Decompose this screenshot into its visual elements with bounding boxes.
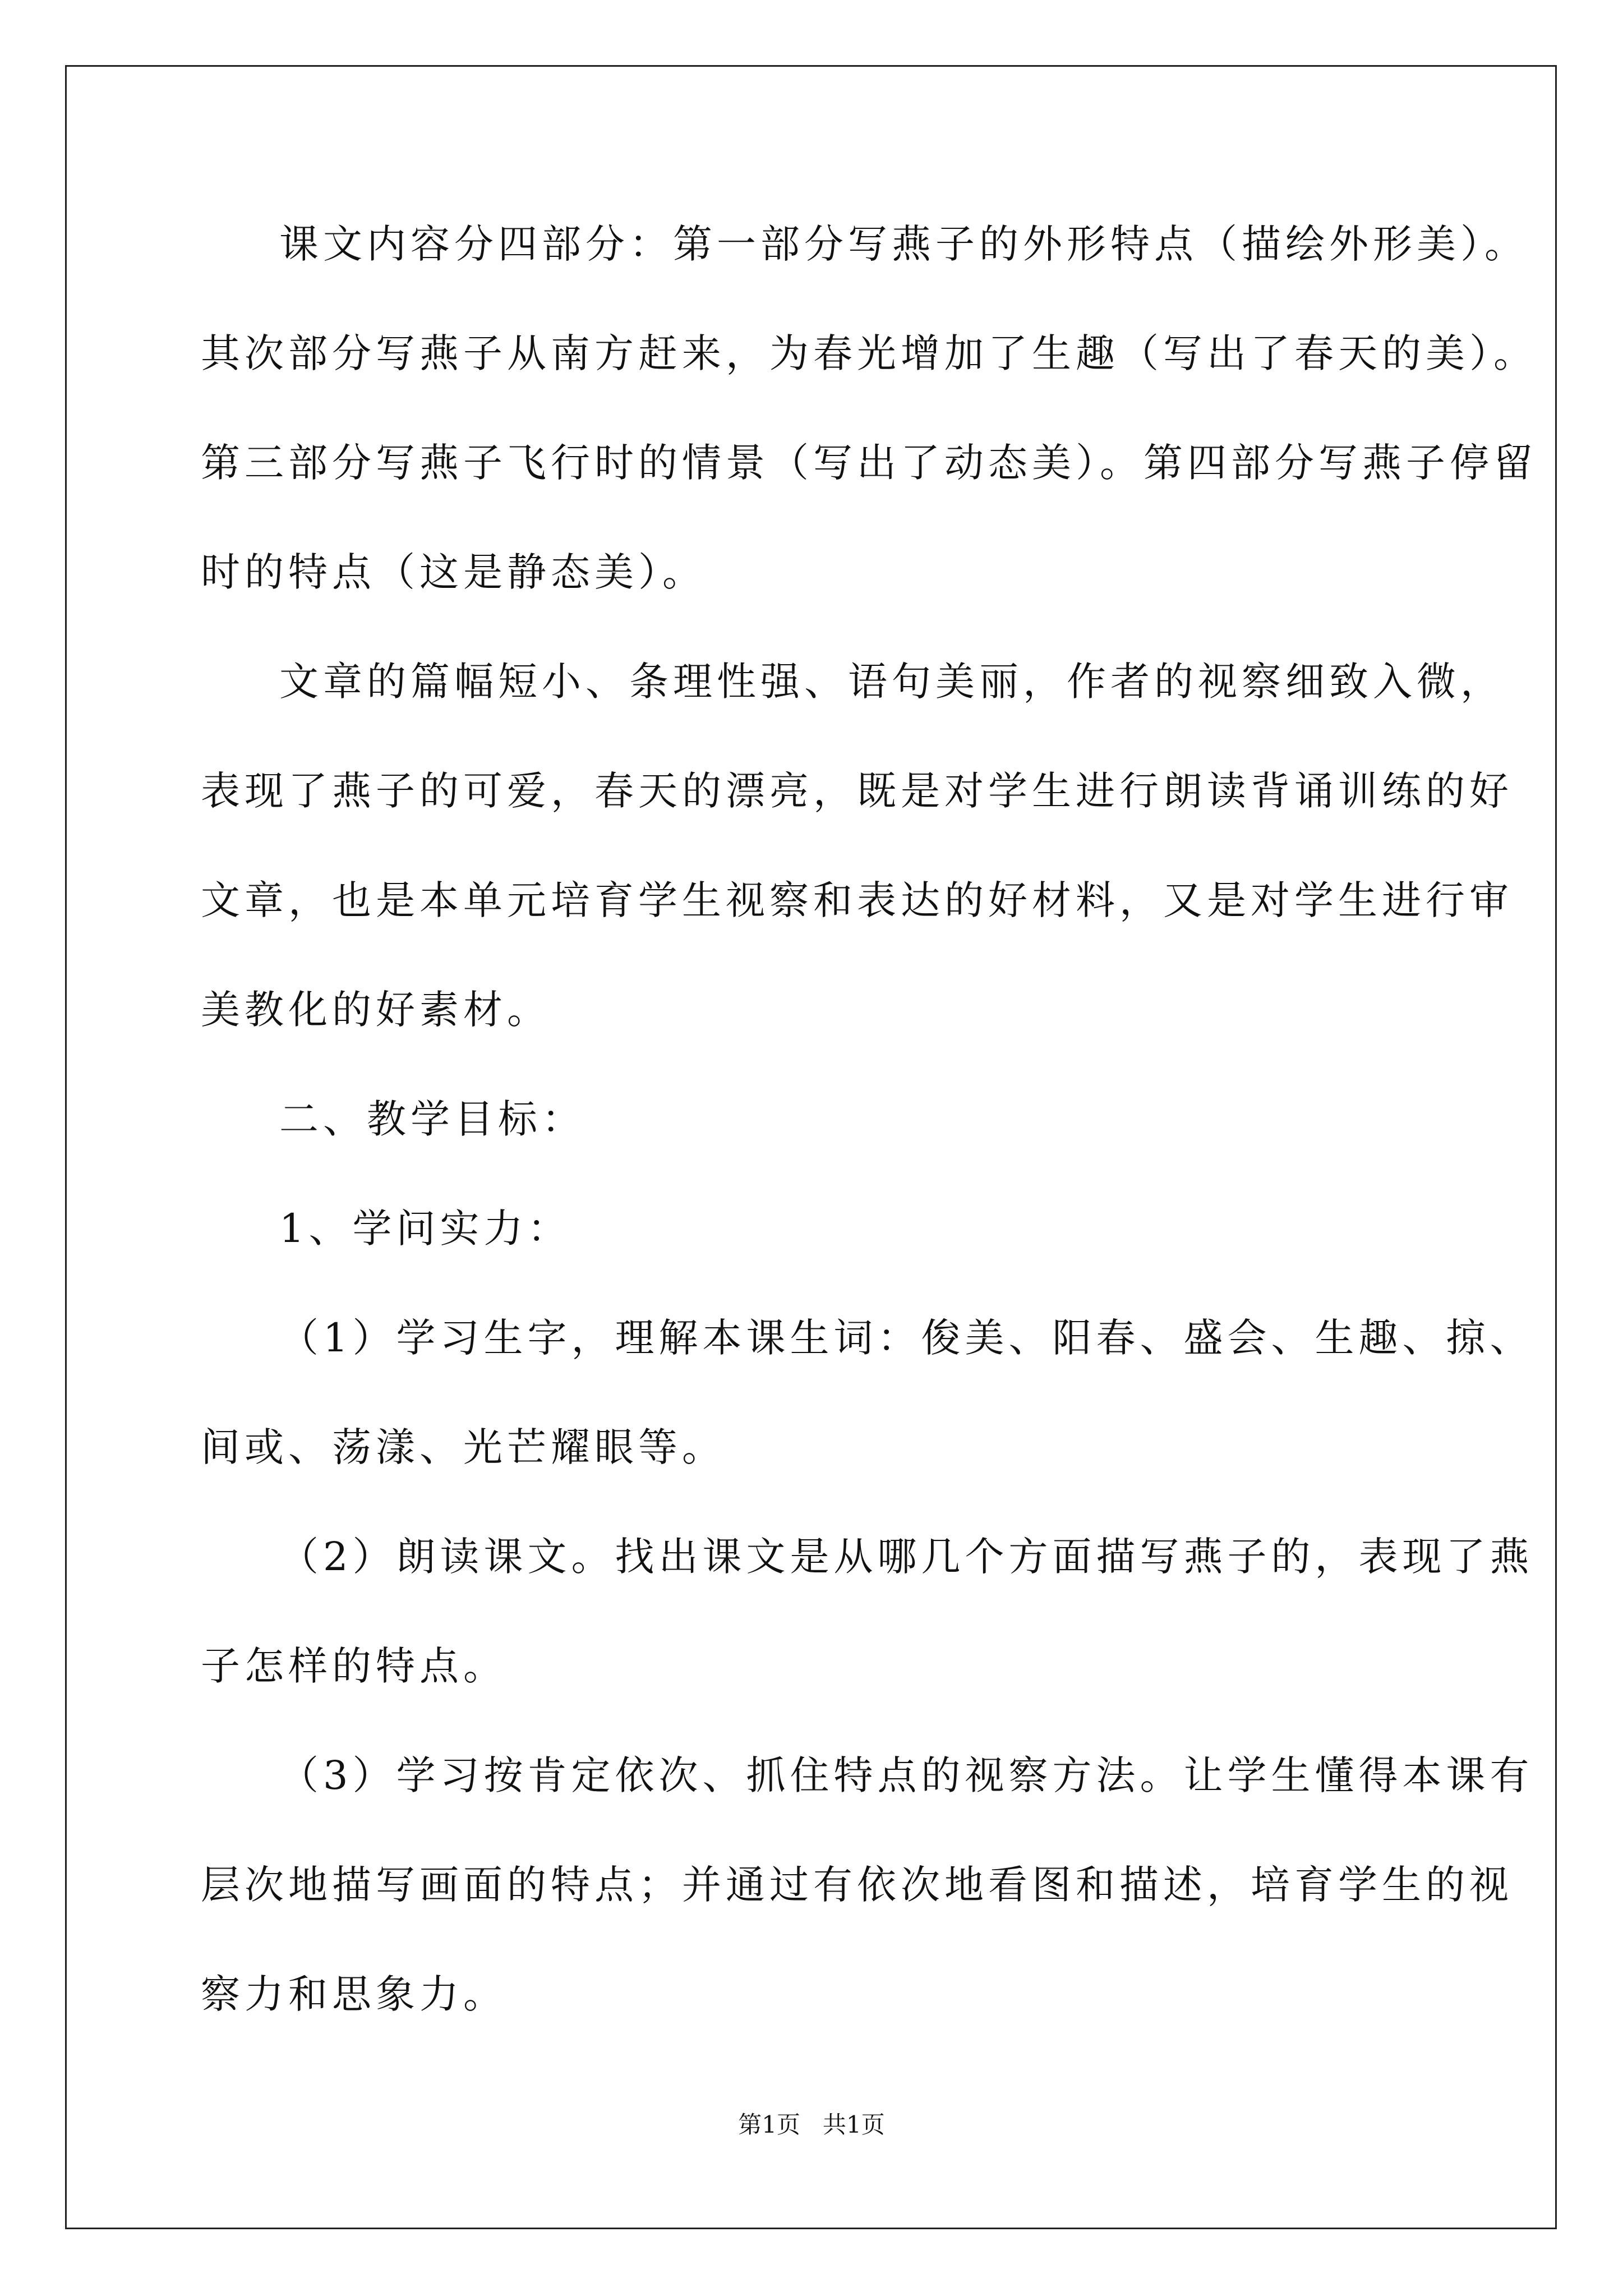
text-line: 美教化的好素材。 [201, 987, 551, 1033]
text-line: （3）学习按肯定依次、抓住特点的视察方法。让学生懂得本课有 [279, 1752, 1534, 1798]
text-line: （2）朗读课文。找出课文是从哪几个方面描写燕子的，表现了燕 [279, 1534, 1534, 1580]
text-line: （1）学习生字，理解本课生词：俊美、阳春、盛会、生趣、掠、 [279, 1315, 1534, 1361]
text-line: 间或、荡漾、光芒耀眼等。 [201, 1424, 726, 1470]
text-line: 察力和思象力。 [201, 1971, 507, 2017]
text-line: 表现了燕子的可爱，春天的漂亮，既是对学生进行朗读背诵训练的好 [201, 768, 1513, 814]
text-line: 第三部分写燕子飞行时的情景（写出了动态美）。第四部分写燕子停留 [201, 440, 1537, 486]
text-line: 课文内容分四部分：第一部分写燕子的外形特点（描绘外形美）。 [279, 221, 1528, 267]
text-line: 其次部分写燕子从南方赶来，为春光增加了生趣（写出了春天的美）。 [201, 330, 1537, 376]
page-number-footer: 第1页 共1页 [738, 2111, 885, 2138]
section-heading: 二、教学目标： [279, 1096, 585, 1142]
text-line: 层次地描写画面的特点；并通过有依次地看图和描述，培育学生的视 [201, 1862, 1513, 1908]
text-line: 子怎样的特点。 [201, 1643, 507, 1689]
subsection-heading: 1、学问实力： [279, 1205, 571, 1251]
text-line: 文章的篇幅短小、条理性强、语句美丽，作者的视察细致入微， [279, 659, 1504, 705]
text-line: 时的特点（这是静态美）。 [201, 549, 706, 595]
text-line: 文章，也是本单元培育学生视察和表达的好材料，又是对学生进行审 [201, 877, 1513, 923]
